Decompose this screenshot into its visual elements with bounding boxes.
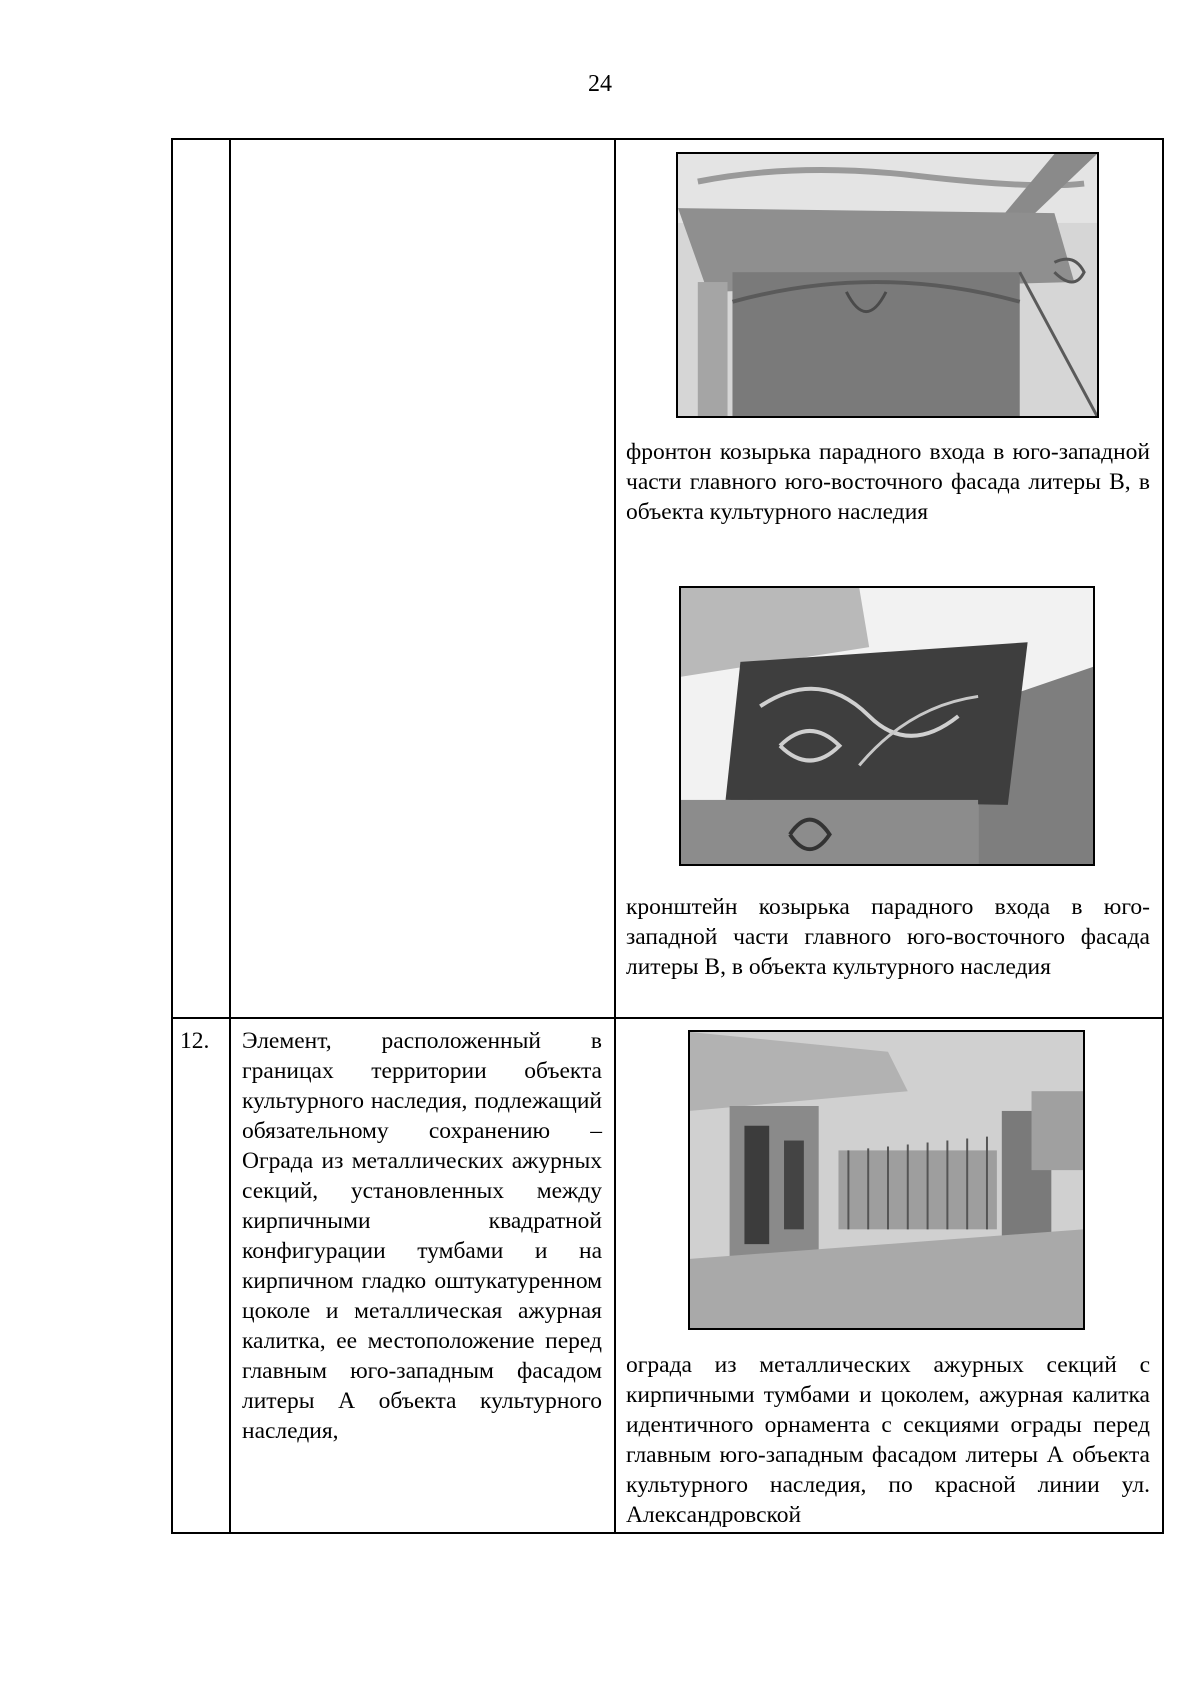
pediment-photo <box>676 152 1099 418</box>
table-divider-col1 <box>229 138 231 1534</box>
table-border-top <box>171 138 1164 140</box>
bracket-caption: кронштейн козырька парадного входа в юго-западной части главного юго-восточного фасада литеры В, в объекта культурного наследия <box>626 894 1150 980</box>
table-border-bottom <box>171 1532 1164 1534</box>
pediment-caption: фронтон козырька парадного входа в юго-западной части главного юго-восточного фасада литеры В, в объекта культурного наследия <box>626 439 1150 525</box>
table-border-left <box>171 138 173 1534</box>
page-number: 24 <box>588 71 612 97</box>
table-row-divider <box>171 1017 1164 1019</box>
bracket-photo <box>679 586 1095 866</box>
fence-caption: ограда из металлических ажурных секций с кирпичными тумбами и цоколем, ажурная калитка идентичного орнамента с секциями ограды перед главным юго-западным фасадом литеры А объекта культурного наследия, по красной линии ул. Александровской <box>626 1352 1150 1528</box>
row-number: 12. <box>180 1028 210 1054</box>
fence-photo <box>688 1030 1085 1330</box>
element-description: Элемент, расположенный в границах территории объекта культурного наследия, подлежащий обязательному сохранению – Ограда из металлических ажурных секций, установленных между кирпичными квадратной конфигурации тумбами и на кирпичном гладко оштукатуренном цоколе и металлическая ажурная калитка, ее местоположение перед главным юго-западным фасадом литеры А объекта культурного наследия, <box>242 1028 602 1444</box>
table-border-right <box>1162 138 1164 1534</box>
table-divider-col2 <box>614 138 616 1534</box>
